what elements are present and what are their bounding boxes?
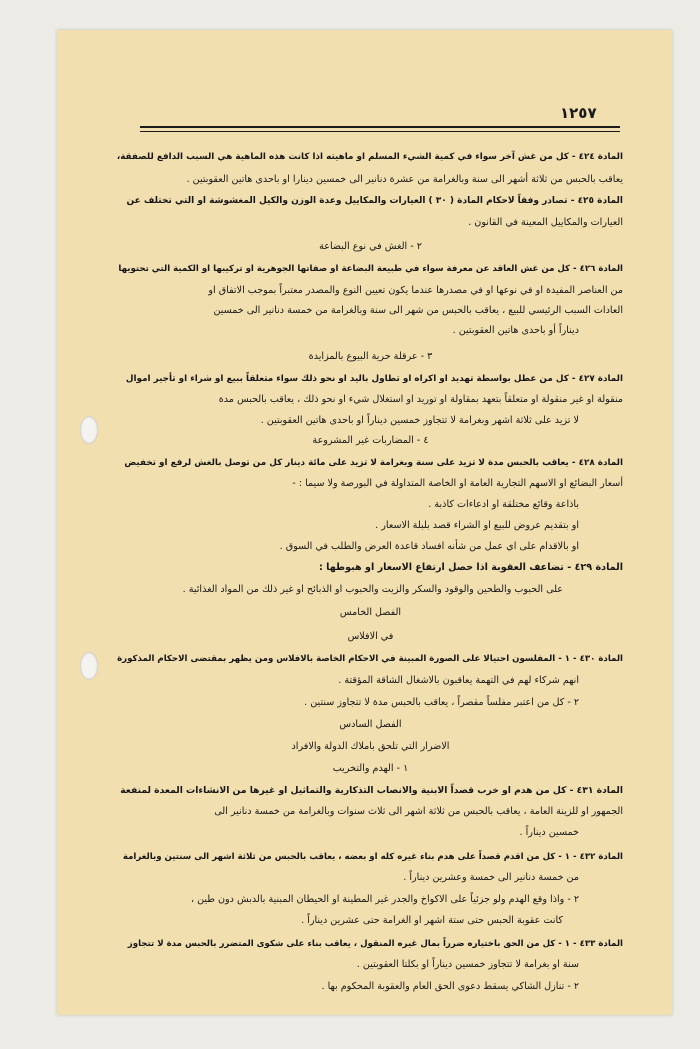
article-432-line-4: كانت عقوبة الحبس حتى ستة اشهر او الغرامة حتى عشرين ديناراً . (301, 915, 563, 926)
article-424-line-1: المادة ٤٢٤ - كل من غش آخر سواء في كمية الشيء المسلم او ماهيته اذا كانت هذه الماهية هي السبب الدافع للصفقة، (116, 152, 623, 162)
article-429-line-2: على الحبوب والطحين والوقود والسكر والزيت والحبوب او الذبائح او غير ذلك من المواد الغذائية . (182, 584, 563, 595)
article-432-line-3: ٢ - واذا وقع الهدم ولو جزئياً على الاكواخ والجدر غير المطينة او الحيطان المبنية بالدبش دون طين ، (190, 894, 579, 905)
article-425-line-1: المادة ٤٢٥ - تصادر وفقاً لاحكام المادة ( ٣٠ ) العيارات والمكاييل وعدة الوزن والكيل المغشوشة او التي تختلف عن (126, 196, 623, 206)
article-430-line-3: ٢ - كل من اعتبر مفلساً مقصراً ، يعاقب بالحبس مدة لا تتجاوز سنتين . (304, 697, 579, 708)
article-429-line-1: المادة ٤٢٩ - تضاعف العقوبة اذا حصل ارتفاع الاسعار او هبوطها : (318, 562, 623, 573)
article-431-line-1: المادة ٤٣١ - كل من هدم او خرب قصداً الابنية والانصاب التذكارية والتماثيل او غيرها من الانشاءات المعدة لمنفعة (120, 785, 623, 796)
section-heading: ٢ - الغش في نوع البضاعة (319, 241, 422, 252)
article-426-line-1: المادة ٤٢٦ - كل من غش العاقد عن معرفة سواء في طبيعة البضاعة او صفاتها الجوهرية او تركيبها او الكمية التي تحتويها (118, 264, 623, 274)
chapter-heading: الفصل السادس (339, 719, 402, 730)
article-428-line-5: او بالاقدام على اي عمل من شأنه افساد قاعدة العرض والطلب في السوق . (279, 541, 579, 552)
article-432-line-2: من خمسة دنانير الى خمسة وعشرين ديناراً . (403, 872, 579, 883)
page-number: ١٢٥٧ (560, 104, 597, 122)
article-425-line-2: العيارات والمكاييل المعينة في القانون . (468, 217, 623, 228)
article-426-line-4: ديناراً أو باحدى هاتين العقوبتين . (452, 325, 579, 336)
binder-hole (80, 652, 98, 680)
article-424-line-2: يعاقب بالحبس من ثلاثة أشهر الى سنة وبالغرامة من عشرة دنانير الى خمسين دينارا او باحدى هاتين العقوبتين . (186, 174, 623, 185)
header-rule-thick (140, 126, 620, 128)
article-433-line-3: ٢ - تنازل الشاكي يسقط دعوى الحق العام والعقوبة المحكوم بها . (321, 981, 579, 992)
binder-hole (80, 416, 98, 444)
article-428-line-2: أسعار البضائع او الاسهم التجارية العامة او الخاصة المتداولة في البورصة ولا سيما : - (292, 478, 623, 489)
chapter-heading: الفصل الخامس (339, 607, 402, 618)
article-431-line-2: الجمهور او للزينة العامة ، يعاقب بالحبس من ثلاثة اشهر الى ثلاث سنوات وبالغرامة من خمسة دنانير الى (214, 806, 623, 817)
section-heading: ١ - الهدم والتخريب (332, 763, 409, 774)
article-433-line-2: سنة او بغرامة لا تتجاوز خمسين ديناراً او بكلتا العقوبتين . (356, 959, 579, 970)
article-426-line-3: العادات السبب الرئيسي للبيع ، يعاقب بالحبس من شهر الى سنة وبالغرامة من خمسة دنانير الى خمسين (213, 305, 623, 316)
section-heading: ٣ - عرقلة حرية البيوع بالمزايدة (308, 351, 433, 362)
article-428-line-4: او بتقديم عروض للبيع او الشراء قصد بلبلة الاسعار . (375, 520, 579, 531)
article-427-line-3: لا تزيد على ثلاثة اشهر وبغرامة لا تتجاوز خمسين ديناراً او باحدى هاتين العقوبتين . (260, 415, 579, 426)
article-433-line-1: المادة ٤٣٣ - ١ - كل من الحق باختياره ضرراً بمال غيره المنقول ، يعاقب بناء على شكوى المتضرر بالحبس مدة لا تتجاوز (127, 939, 623, 949)
header-rule-thin (140, 131, 620, 132)
article-430-line-2: انهم شركاء لهم في التهمة يعاقبون بالاشغال الشاقة المؤقتة . (338, 675, 579, 686)
article-428-line-1: المادة ٤٢٨ - يعاقب بالحبس مدة لا تزيد على سنة وبغرامة لا تزيد على مائة دينار كل من توصل بالغش لرفع او تخفيض (124, 458, 623, 468)
article-427-line-2: منقولة او غير منقولة او متعلقاً بتعهد بمقاولة او توريد او استغلال شيء او نحو ذلك ، يعاقب بالحبس مدة (218, 394, 623, 405)
article-430-line-1: المادة ٤٣٠ - ١ - المفلسون احتيالا على الصورة المبينة في الاحكام الخاصة بالافلاس ومن يظهر بمقتضى الاحكام المذكورة (117, 654, 623, 664)
article-432-line-1: المادة ٤٣٢ - ١ - كل من اقدم قصداً على هدم بناء غيره كله او بعضه ، يعاقب بالحبس من ثلاثة اشهر الى سنتين وبالغرامة (122, 852, 623, 862)
article-427-line-1: المادة ٤٢٧ - كل من عطل بواسطة تهديد او اكراه او تطاول باليد او نحو ذلك سواء متعلقاً ببيع او شراء او تأجير اموال (125, 374, 623, 384)
chapter-subheading: في الافلاس (347, 631, 394, 642)
article-428-line-3: باذاعة وقائع مختلقة او ادعاءات كاذبة . (428, 499, 579, 510)
section-heading: ٤ - المضاربات غير المشروعة (312, 435, 429, 446)
chapter-subheading: الاضرار التي تلحق باملاك الدولة والافراد (291, 741, 450, 752)
article-431-line-3: خمسين ديناراً . (519, 827, 579, 838)
article-426-line-2: من العناصر المفيدة او في نوعها او في مصدرها عندما يكون تعيين النوع والمصدر معتبراً بموجب الاتفاق او (208, 285, 623, 296)
